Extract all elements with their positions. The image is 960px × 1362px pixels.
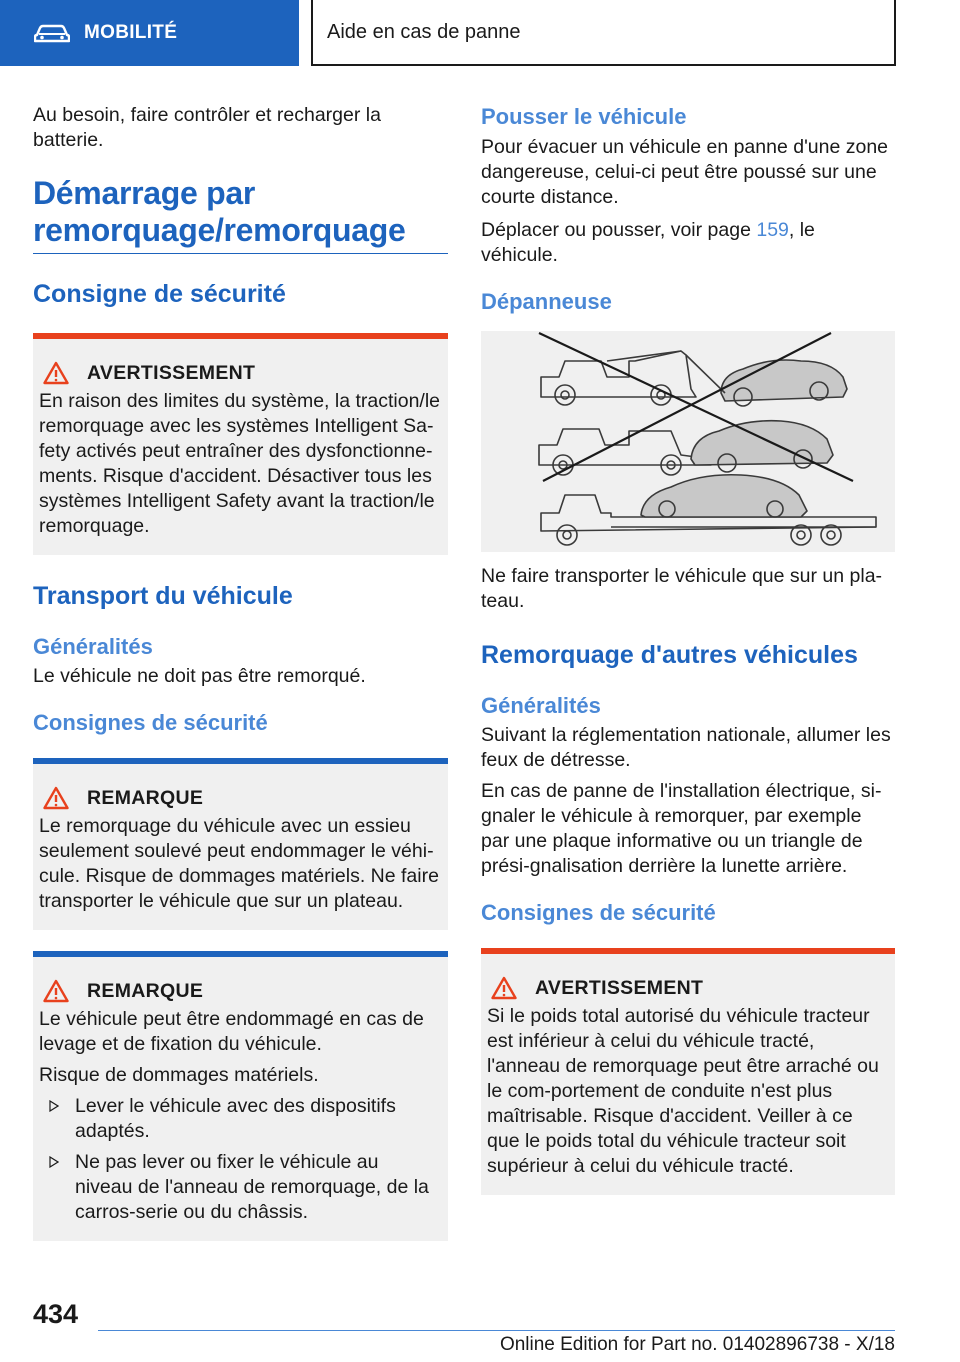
warning-title: AVERTISSEMENT	[535, 976, 704, 999]
main-heading-block	[33, 175, 448, 254]
towing-illustration	[481, 331, 895, 552]
depanneuse-heading: Dépanneuse	[481, 289, 612, 314]
note-text: Le véhicule peut être endommagé en cas de levage et de fixation du véhicule.	[39, 1008, 424, 1055]
footer-divider	[98, 1330, 895, 1331]
generalites-heading: Généralités	[481, 693, 601, 718]
note-box-levage	[33, 951, 448, 1241]
transport-heading: Transport du véhicule	[33, 582, 293, 610]
pousser-text: Pour évacuer un véhicule en panne d'une zone dangereuse, celui-ci peut être poussé sur une courte distance.	[481, 136, 889, 208]
header-section-tab	[0, 0, 299, 66]
right-column	[481, 100, 895, 1195]
note-text: Le remorquage du véhicule avec un essieu seulement soulevé peut endommager le véhi-cule. Risque de dommages matériels. Ne faire transporter le véhicule que sur un plateau.	[39, 815, 439, 912]
warning-triangle-icon	[491, 976, 517, 1000]
deplacer-text: Déplacer ou pousser, voir page 159, le véhicule.	[481, 219, 815, 266]
generalites-heading: Généralités	[33, 634, 153, 659]
bullet-triangle-icon	[49, 1100, 59, 1112]
main-heading: Démarrage par remorquage/remorquage	[33, 175, 406, 248]
generalites-text: Le véhicule ne doit pas être remorqué.	[33, 665, 366, 687]
generalites-text: En cas de panne de l'installation électrique, si-gnaler le véhicule à remorquer, par exemple par une plaque informative ou un triangle de prési-gnalisation derrière la lunette arrière.	[481, 780, 882, 877]
header-chapter-title: Aide en cas de panne	[327, 20, 521, 43]
warning-text: En raison des limites du système, la traction/le remorquage avec les systèmes Intelligent Sa-fety activés peut entraîner des dysfonctionne-ments. Risque d'accident. Désactiver tous les systèmes Intelligent Safety avant la traction/le remorquage.	[39, 390, 441, 537]
header-chapter-box	[311, 0, 896, 66]
warning-triangle-icon	[43, 979, 69, 1003]
remorquage-heading: Remorquage d'autres véhicules	[481, 641, 858, 669]
warning-box-traction	[33, 333, 448, 555]
footer-edition-text: Online Edition for Part no. 01402896738 - X/18	[499, 1334, 895, 1355]
warning-triangle-icon	[43, 361, 69, 385]
note-box-essieu	[33, 758, 448, 930]
tow-truck-illustration-image	[481, 331, 895, 552]
consigne-heading: Consigne de sécurité	[33, 280, 286, 308]
warning-text: Si le poids total autorisé du véhicule tracteur est inférieur à celui du véhicule tracté, l'anneau de remorquage peut être arraché ou le com-portement de conduite n'est plus maîtrisable. Risque d'accident. Veiller à ce que le poids total du véhicule tracteur soit supérieur à celui du véhicule tracté.	[487, 1005, 879, 1177]
bullet-triangle-icon	[49, 1156, 59, 1168]
note-bullet-list	[39, 1094, 440, 1225]
page-link[interactable]: 159	[756, 219, 789, 241]
generalites-text: Suivant la réglementation nationale, allumer les feux de détresse.	[481, 724, 891, 771]
warning-title: AVERTISSEMENT	[87, 361, 256, 384]
consignes-heading: Consignes de sécurité	[33, 710, 268, 735]
list-item: Ne pas lever ou fixer le véhicule au niveau de l'anneau de remorquage, de la carros-serie ou du châssis.	[39, 1150, 440, 1225]
left-column	[33, 100, 448, 1241]
intro-paragraph: Au besoin, faire contrôler et recharger la batterie.	[33, 104, 381, 151]
warning-box-poids	[481, 948, 895, 1195]
note-text: Risque de dommages matériels.	[39, 1064, 319, 1086]
page-number: 434	[33, 1299, 79, 1329]
consignes-heading: Consignes de sécurité	[481, 900, 716, 925]
list-item: Lever le véhicule avec des dispositifs adaptés.	[39, 1094, 440, 1144]
pousser-heading: Pousser le véhicule	[481, 104, 687, 129]
note-title: REMARQUE	[87, 979, 204, 1002]
warning-triangle-icon	[43, 786, 69, 810]
illustration-caption: Ne faire transporter le véhicule que sur un pla-teau.	[481, 565, 883, 612]
car-icon	[34, 23, 70, 43]
header-section-title: MOBILITÉ	[84, 22, 178, 43]
note-title: REMARQUE	[87, 786, 204, 809]
